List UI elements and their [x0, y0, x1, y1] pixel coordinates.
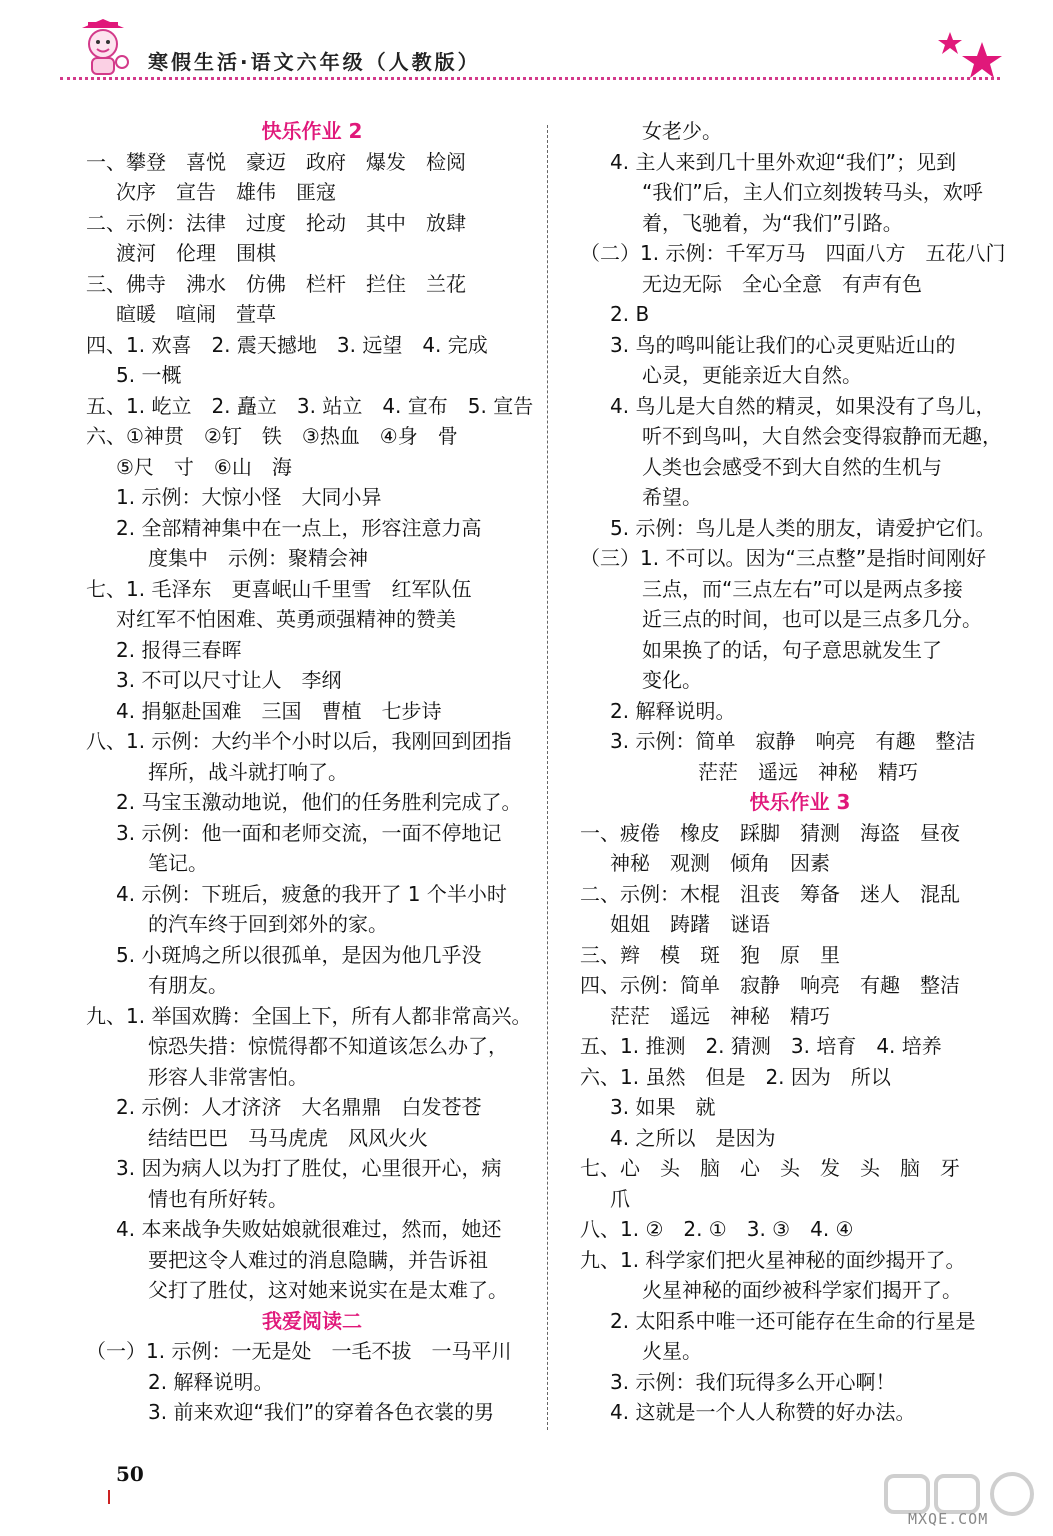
answer-line: 无边无际 全心全意 有声有色 — [642, 271, 922, 296]
answer-line: 结结巴巴 马马虎虎 风风火火 — [148, 1125, 428, 1150]
answer-line: 九、1. 科学家们把火星神秘的面纱揭开了。 — [580, 1247, 966, 1272]
answer-line: 九、1. 举国欢腾：全国上下，所有人都非常高兴。 — [86, 1003, 532, 1028]
answer-line: 1. 示例：大惊小怪 大同小异 — [116, 485, 382, 509]
answer-line: 3. 示例：他一面和老师交流，一面不停地记 — [116, 820, 502, 845]
header-dotted-rule — [60, 77, 1000, 83]
column-divider — [547, 125, 548, 1430]
answer-line: 4. 鸟儿是大自然的精灵，如果没有了鸟儿， — [610, 393, 996, 418]
answer-line: 如果换了的话，句子意思就发生了 — [642, 637, 942, 662]
answer-line: 五、1. 屹立 2. 矗立 3. 站立 4. 宣布 5. 宣告 — [86, 393, 534, 418]
answer-line: 3. 前来欢迎“我们”的穿着各色衣裳的男 — [148, 1400, 495, 1424]
answer-line: 次序 宣告 雄伟 匪寇 — [116, 180, 336, 204]
answer-line: 2. 马宝玉激动地说，他们的任务胜利完成了。 — [116, 790, 522, 814]
answer-line: 一、攀登 喜悦 豪迈 政府 爆发 检阅 — [86, 149, 466, 174]
right-answer-column — [580, 116, 1020, 1428]
answer-line: 的汽车终于回到郊外的家。 — [148, 912, 388, 936]
answer-line: 3. 不可以尺寸让人 李纲 — [116, 668, 342, 692]
answer-line: 七、心 头 脑 心 头 发 头 脑 牙 — [580, 1156, 960, 1180]
answer-line: 着，飞驰着，为“我们”引路。 — [642, 210, 903, 235]
answer-line: 五、1. 推测 2. 猜测 3. 培育 4. 培养 — [580, 1034, 942, 1058]
answer-line: 挥所，战斗就打响了。 — [148, 759, 348, 784]
answer-line: 人类也会感受不到大自然的生机与 — [642, 454, 942, 479]
answer-line: 神秘 观测 倾角 因素 — [610, 851, 830, 875]
answer-line: 希望。 — [642, 485, 702, 509]
answer-line: 暄暖 喧闹 萱草 — [116, 302, 276, 326]
answer-line: 八、1. 示例：大约半个小时以后，我刚回到团指 — [86, 729, 512, 753]
answer-line: 听不到鸟叫，大自然会变得寂静而无趣， — [642, 424, 1002, 448]
answer-line: 八、1. ② 2. ① 3. ③ 4. ④ — [580, 1217, 854, 1241]
answer-line: 父打了胜仗，这对她来说实在是太难了。 — [148, 1278, 508, 1302]
section-title: 快乐作业 2 — [261, 119, 363, 143]
answer-line: 4. 这就是一个人人称赞的好办法。 — [610, 1400, 916, 1424]
answer-line: 六、1. 虽然 但是 2. 因为 所以 — [580, 1064, 891, 1089]
answer-line: 4. 捐躯赴国难 三国 曹植 七步诗 — [116, 698, 442, 723]
answer-line: 2. 全部精神集中在一点上，形容注意力高 — [116, 515, 482, 540]
answer-line: 惊恐失措：惊慌得都不知道该怎么办了， — [148, 1034, 508, 1058]
answer-line: （二）1. 示例：千军万马 四面八方 五花八门 — [580, 241, 1006, 265]
answer-line: 六、①神贯 ②钉 铁 ③热血 ④身 骨 — [86, 424, 458, 448]
watermark-text: MXQE.COM — [908, 1510, 989, 1528]
answer-line: 形容人非常害怕。 — [148, 1064, 308, 1089]
answer-line: 5. 示例：鸟儿是人类的朋友，请爱护它们。 — [610, 515, 996, 540]
answer-line: 七、1. 毛泽东 更喜岷山千里雪 红军队伍 — [86, 576, 472, 601]
answer-line: 火星神秘的面纱被科学家们揭开了。 — [642, 1278, 962, 1302]
page-number: 50 — [116, 1462, 144, 1486]
left-answer-column — [86, 116, 538, 1428]
answer-line: 渡河 伦理 围棋 — [116, 241, 276, 265]
answer-line: 三点，而“三点左右”可以是两点多接 — [642, 576, 963, 601]
answer-line: 2. 太阳系中唯一还可能存在生命的行星是 — [610, 1308, 976, 1333]
answer-line: 2. 报得三春晖 — [116, 637, 242, 662]
answer-line: 有朋友。 — [148, 973, 228, 997]
answer-line: 3. 示例：简单 寂静 响亮 有趣 整洁 — [610, 729, 976, 753]
answer-line: 姐姐 踌躇 谜语 — [610, 912, 770, 936]
answer-line: ⑤尺 寸 ⑥山 海 — [116, 454, 292, 479]
answer-line: 4. 主人来到几十里外欢迎“我们”；见到 — [610, 149, 957, 174]
answer-line: 爪 — [610, 1186, 630, 1211]
star-decoration-icon — [936, 28, 1006, 78]
answer-line: 三、佛寺 沸水 仿佛 栏杆 拦住 兰花 — [86, 271, 466, 296]
answer-line: 3. 鸟的鸣叫能让我们的心灵更贴近山的 — [610, 332, 956, 357]
answer-line: 近三点的时间，也可以是三点多几分。 — [642, 607, 982, 631]
answer-line: 4. 之所以 是因为 — [610, 1125, 776, 1150]
answer-line: 二、示例：法律 过度 抡动 其中 放肆 — [86, 210, 466, 235]
answer-line: 心灵，更能亲近大自然。 — [642, 363, 862, 387]
answer-line: 3. 如果 就 — [610, 1095, 716, 1119]
answer-line: 火星。 — [642, 1339, 702, 1363]
answer-line: 茫茫 遥远 神秘 精巧 — [698, 759, 918, 784]
answer-line: 4. 本来战争失败姑娘就很难过，然而，她还 — [116, 1217, 502, 1241]
cartoon-mascot-icon — [78, 18, 138, 80]
answer-line: 三、辫 模 斑 狍 原 里 — [580, 942, 840, 967]
answer-line: 变化。 — [642, 668, 702, 692]
answer-line: 情也有所好转。 — [148, 1186, 288, 1211]
answer-line: 5. 一概 — [116, 363, 182, 387]
answer-line: （一）1. 示例：一无是处 一毛不拔 一马平川 — [86, 1339, 512, 1363]
answer-line: （三）1. 不可以。因为“三点整”是指时间刚好 — [580, 546, 987, 570]
section-title: 快乐作业 3 — [749, 790, 851, 814]
answer-line: 四、示例：简单 寂静 响亮 有趣 整洁 — [580, 973, 960, 997]
answer-line: 二、示例：木棍 沮丧 筹备 迷人 混乱 — [580, 881, 960, 906]
answer-line: 要把这令人难过的消息隐瞒，并告诉祖 — [148, 1247, 488, 1272]
page-corner-mark — [108, 1490, 116, 1504]
answer-line: 5. 小斑鸠之所以很孤单，是因为他几乎没 — [116, 942, 482, 967]
page-header — [0, 0, 1053, 90]
answer-line: 一、疲倦 橡皮 踩脚 猜测 海盗 昼夜 — [580, 820, 960, 845]
answer-line: 四、1. 欢喜 2. 震天撼地 3. 远望 4. 完成 — [86, 332, 488, 357]
answer-line: 茫茫 遥远 神秘 精巧 — [610, 1003, 830, 1028]
answer-line: 2. 示例：人才济济 大名鼎鼎 白发苍苍 — [116, 1095, 482, 1119]
answer-line: 对红军不怕困难、英勇顽强精神的赞美 — [116, 607, 456, 631]
answer-line: 2. B — [610, 302, 650, 326]
header-title: 寒假生活·语文六年级（人教版） — [148, 50, 481, 74]
answer-line: 4. 示例：下班后，疲惫的我开了 1 个半小时 — [116, 881, 507, 906]
answer-line: 2. 解释说明。 — [148, 1369, 274, 1394]
answer-line: 度集中 示例：聚精会神 — [148, 546, 368, 570]
answer-line: 笔记。 — [148, 851, 208, 875]
answer-line: 2. 解释说明。 — [610, 698, 736, 723]
answer-line: “我们”后，主人们立刻拨转马头，欢呼 — [642, 180, 983, 204]
section-title: 我爱阅读二 — [262, 1308, 362, 1333]
answer-line: 女老少。 — [642, 119, 722, 143]
answer-line: 3. 示例：我们玩得多么开心啊！ — [610, 1369, 896, 1394]
answer-line: 3. 因为病人以为打了胜仗，心里很开心，病 — [116, 1156, 502, 1180]
